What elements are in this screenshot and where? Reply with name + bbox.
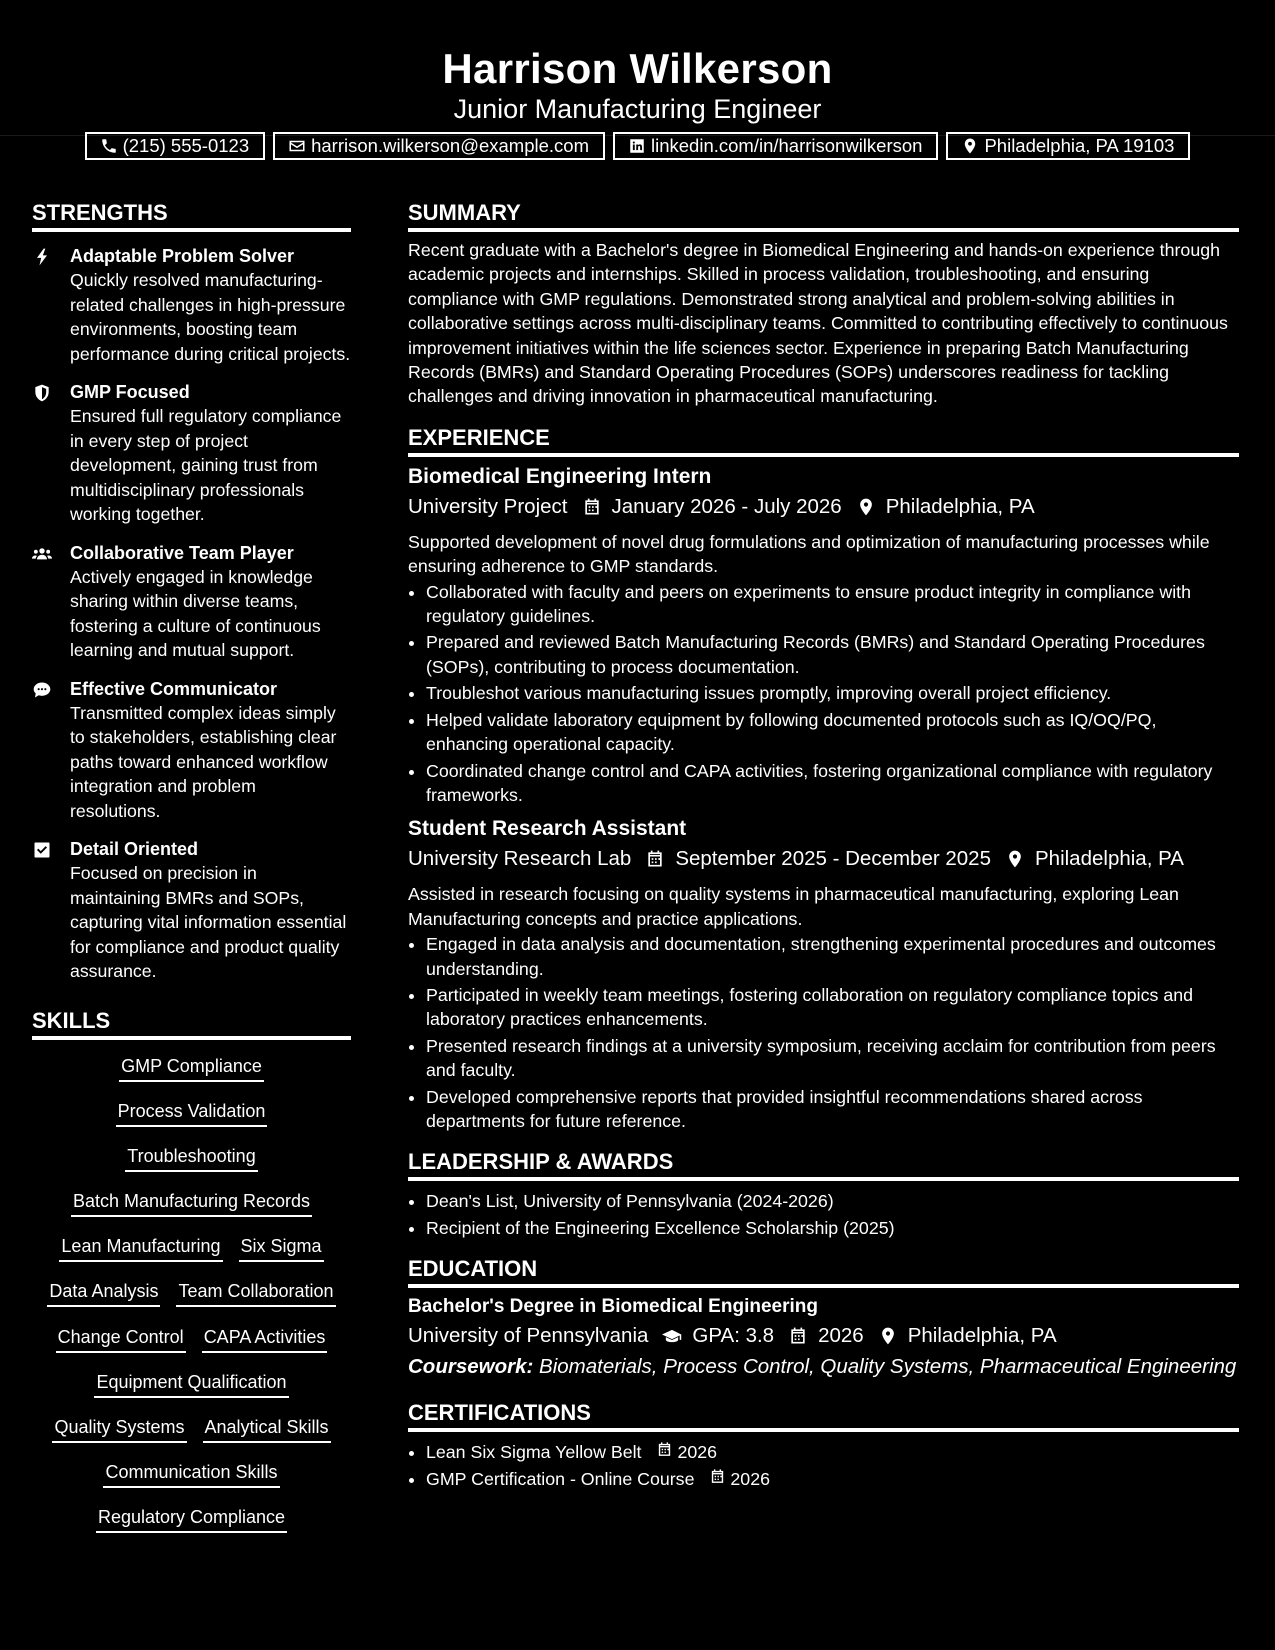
skills-list: [32, 1054, 351, 1551]
experience-heading: EXPERIENCE: [408, 423, 1239, 457]
skill-tag: Team Collaboration: [176, 1279, 335, 1307]
strength-title: Adaptable Problem Solver: [70, 246, 295, 266]
strength-item: [32, 244, 351, 366]
certification-item: [426, 1440, 1239, 1464]
linkedin-icon: [627, 137, 647, 155]
bullet-item: • Participated in weekly team meetings, fostering collaboration on regulatory compliance topics and laboratory practices enhancements.: [426, 983, 1239, 1032]
strength-description: Actively engaged in knowledge sharing within diverse teams, fostering a culture of continuous learning and mutual support.: [70, 566, 321, 660]
job-dates: January 2026 - July 2026: [611, 494, 842, 518]
job-location: Philadelphia, PA: [885, 494, 1035, 518]
leadership-list: [408, 1189, 1239, 1240]
strength-description: Focused on precision in maintaining BMRs and SOPs, capturing vital information essential for compliance and product quality assurance.: [70, 863, 347, 981]
calendar-icon: [580, 495, 604, 519]
job-meta: [408, 492, 1239, 522]
strength-title: Collaborative Team Player: [70, 542, 294, 563]
job-title: Biomedical Engineering Intern: [408, 464, 712, 488]
envelope-icon: [287, 137, 307, 155]
map-pin-icon: [1003, 847, 1027, 871]
bullet-item: • Coordinated change control and CAPA activities, fostering organizational compliance with regulatory frameworks.: [426, 759, 1239, 808]
skill-tag: Batch Manufacturing Records: [71, 1189, 312, 1217]
bullet-item: • Developed comprehensive reports that provided insightful recommendations shared across departments for future reference.: [426, 1085, 1239, 1134]
job-org: University Project: [408, 494, 568, 518]
graduation-year: 2026: [818, 1324, 864, 1348]
strength-title: Detail Oriented: [70, 839, 199, 859]
job-entry: [408, 815, 1239, 1133]
skill-tag: GMP Compliance: [119, 1054, 264, 1082]
gpa: GPA: 3.8: [692, 1324, 775, 1348]
map-pin-icon: [960, 137, 980, 155]
check-square-icon: [32, 837, 70, 984]
bullet-item: • Collaborated with faculty and peers on experiments to ensure product integrity in compliance with regulatory guidelines.: [426, 580, 1239, 629]
skill-tag: Data Analysis: [47, 1279, 160, 1307]
job-entry: [408, 463, 1239, 807]
skill-tag: Analytical Skills: [203, 1415, 331, 1443]
skill-tag: Change Control: [56, 1325, 186, 1353]
leadership-section: [408, 1147, 1239, 1240]
job-description: Supported development of novel drug formulations and optimization of manufacturing processes while ensuring adherence to GMP standards.: [408, 531, 1210, 577]
strength-description: Transmitted complex ideas simply to stakeholders, establishing clear paths toward enhanced workflow integration and problem resolutions.: [70, 702, 337, 821]
contact-location: [946, 132, 1190, 160]
contact-bar: [0, 132, 1275, 160]
strength-item: [32, 837, 351, 984]
certification-name: Lean Six Sigma Yellow Belt: [426, 1442, 642, 1463]
right-column: [408, 198, 1239, 1493]
strength-description: Ensured full regulatory compliance in every step of project development, gaining trust from multidisciplinary professionals working together.: [70, 406, 342, 524]
skill-tag: CAPA Activities: [202, 1325, 328, 1353]
bolt-icon: [32, 244, 70, 366]
map-pin-icon: [854, 495, 878, 519]
certification-name: GMP Certification - Online Course: [426, 1468, 695, 1489]
skill-tag: Regulatory Compliance: [96, 1505, 287, 1533]
job-bullets: [408, 932, 1239, 1133]
calendar-icon: [643, 847, 667, 871]
summary-text: Recent graduate with a Bachelor's degree in Biomedical Engineering and hands-on experience through academic projects and internships. Skilled in process validation, troubleshooting, and ensuring compliance with GMP regulations. Demonstrated strong analytical and problem-solving abilities in collaborative settings across multi-disciplinary teams. Committed to contributing effectively to continuous improvement initiatives within the life sciences sector. Experience in preparing Batch Manufacturing Records (BMRs) and Standard Operating Procedures (SOPs) underscores readiness for tackling challenges and driving innovation in pharmaceutical manufacturing.: [408, 240, 1228, 407]
skill-tag: Equipment Qualification: [94, 1370, 288, 1398]
bullet-item: • Prepared and reviewed Batch Manufacturing Records (BMRs) and Standard Operating Procedures (SOPs), contributing to process documentation.: [426, 630, 1239, 679]
bullet-item: • Presented research findings at a university symposium, receiving acclaim for contribution from peers and faculty.: [426, 1034, 1239, 1083]
job-bullets: [408, 580, 1239, 808]
degree-title: Bachelor's Degree in Biomedical Engineering: [408, 1296, 818, 1318]
calendar-icon: [656, 1440, 677, 1464]
contact-phone-text: (215) 555-0123: [122, 135, 250, 156]
left-column: [32, 198, 351, 1551]
contact-email-text: harrison.wilkerson@example.com: [311, 135, 589, 156]
users-icon: [32, 541, 70, 663]
summary-heading: SUMMARY: [408, 198, 1239, 232]
school-name: University of Pennsylvania: [408, 1324, 649, 1348]
certification-year: 2026: [730, 1468, 770, 1489]
education-meta: [408, 1321, 1239, 1351]
skills-heading: SKILLS: [32, 1006, 351, 1040]
strength-item: [32, 380, 351, 527]
contact-linkedin[interactable]: [613, 132, 938, 160]
strength-item: [32, 541, 351, 663]
map-pin-icon: [876, 1324, 900, 1348]
calendar-icon: [786, 1324, 810, 1348]
education-section: [408, 1254, 1239, 1382]
award-item: • Dean's List, University of Pennsylvania (2024-2026): [426, 1189, 1239, 1213]
contact-location-text: Philadelphia, PA 19103: [984, 135, 1175, 156]
candidate-name: Harrison Wilkerson: [442, 45, 833, 92]
skill-tag: Six Sigma: [239, 1234, 324, 1262]
education-heading: EDUCATION: [408, 1254, 1239, 1288]
strength-title: Effective Communicator: [70, 678, 278, 699]
contact-phone[interactable]: [85, 132, 266, 160]
award-item: • Recipient of the Engineering Excellence Scholarship (2025): [426, 1216, 1239, 1240]
certification-year: 2026: [677, 1442, 717, 1463]
shield-icon: [32, 380, 70, 527]
coursework-label: Coursework:: [408, 1355, 534, 1379]
contact-email[interactable]: [273, 132, 605, 160]
certification-item: [426, 1467, 1239, 1491]
strengths-heading: STRENGTHS: [32, 198, 351, 232]
skill-tag: Process Validation: [116, 1099, 268, 1127]
strength-item: [32, 677, 351, 824]
calendar-icon: [709, 1467, 730, 1491]
certifications-list: [408, 1440, 1239, 1491]
certifications-heading: CERTIFICATIONS: [408, 1398, 1239, 1432]
bullet-item: • Helped validate laboratory equipment by following documented protocols such as IQ/OQ/PQ, enhancing operational capacity.: [426, 708, 1239, 757]
coursework-list: Biomaterials, Process Control, Quality Systems, Pharmaceutical Engineering: [539, 1355, 1237, 1379]
bullet-item: • Engaged in data analysis and documentation, strengthening experimental procedures and outcomes understanding.: [426, 932, 1239, 981]
phone-icon: [99, 137, 119, 155]
skill-tag: Communication Skills: [103, 1460, 279, 1488]
bullet-item: • Troubleshot various manufacturing issues promptly, improving overall project efficiency.: [426, 681, 1239, 705]
strength-title: GMP Focused: [70, 382, 190, 402]
coursework: [408, 1352, 1239, 1382]
job-dates: September 2025 - December 2025: [675, 847, 991, 871]
skill-tag: Quality Systems: [52, 1415, 186, 1443]
certifications-section: [408, 1398, 1239, 1491]
leadership-heading: LEADERSHIP & AWARDS: [408, 1147, 1239, 1181]
contact-linkedin-text: linkedin.com/in/harrisonwilkerson: [651, 135, 923, 156]
job-location: Philadelphia, PA: [1035, 847, 1184, 871]
comment-icon: [32, 677, 70, 824]
job-meta: [408, 844, 1239, 874]
skill-tag: Lean Manufacturing: [59, 1234, 222, 1262]
experience-section: [408, 423, 1239, 1134]
skill-tag: Troubleshooting: [125, 1144, 257, 1172]
graduation-cap-icon: [660, 1324, 684, 1348]
strength-description: Quickly resolved manufacturing-related challenges in high-pressure environments, boosting team performance during critical projects.: [70, 270, 351, 364]
job-org: University Research Lab: [408, 847, 632, 871]
job-title: Student Research Assistant: [408, 817, 687, 841]
job-description: Assisted in research focusing on quality systems in pharmaceutical manufacturing, exploring Lean Manufacturing concepts and practice applications.: [408, 884, 1179, 929]
resume-header: [0, 0, 1275, 156]
candidate-title: Junior Manufacturing Engineer: [453, 94, 822, 124]
school-location: Philadelphia, PA: [907, 1324, 1057, 1348]
